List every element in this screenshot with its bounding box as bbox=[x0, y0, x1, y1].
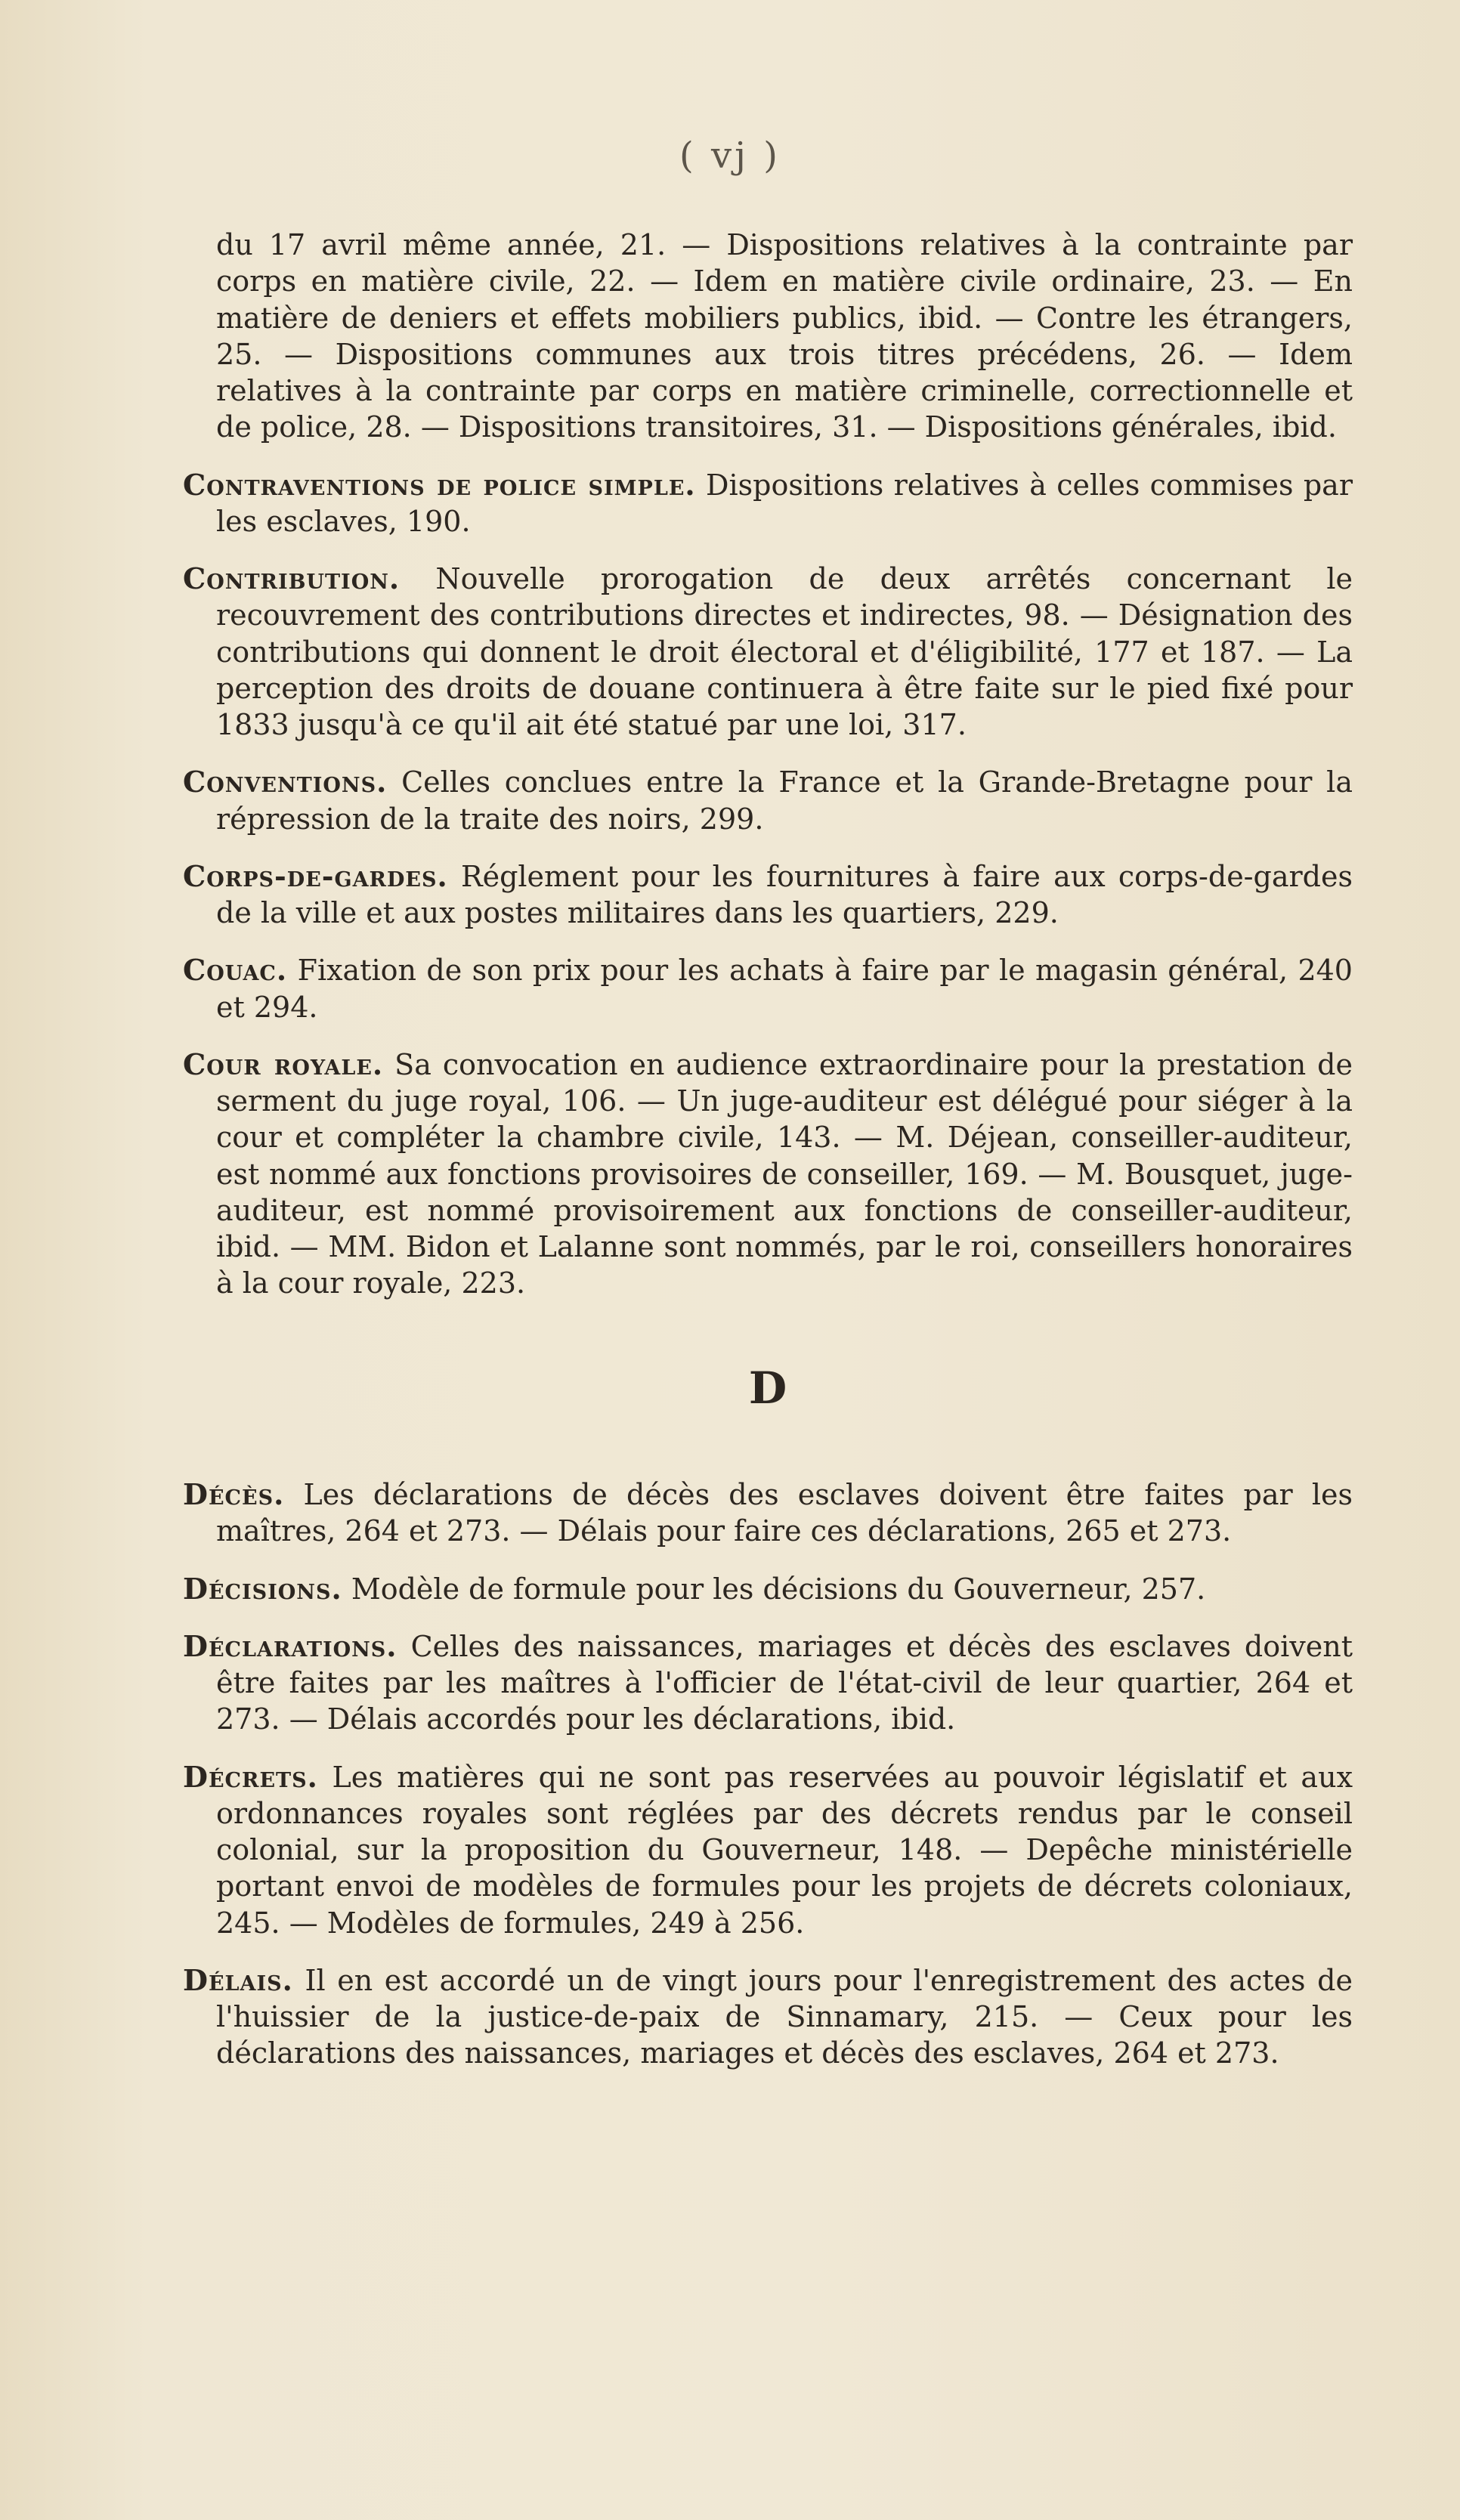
index-entry bbox=[183, 1628, 1353, 1738]
index-entry bbox=[183, 858, 1353, 932]
entry-headword: Contraventions de police simple. bbox=[183, 467, 696, 502]
entry-text: Dispositions relatives à celles commises par les esclaves, 190. bbox=[216, 468, 1353, 538]
index-entry bbox=[183, 1962, 1353, 2072]
continued-entry-text: du 17 avril même année, 21. — Dispositions relatives à la contrainte par corps en matière civile, 22. — Idem en matière civile ordinaire, 23. — En matière de deniers et effets mobiliers publics, ibid. — Contre les étrangers, 25. — Dispositions communes aux trois titres précédens, 26. — Idem relatives à la contrainte par corps en matière criminelle, correctionnelle et de police, 28. — Dispositions transitoires, 31. — Dispositions générales, ibid. bbox=[216, 228, 1353, 444]
index-entry bbox=[183, 1759, 1353, 1941]
entry-headword: Conventions. bbox=[183, 765, 388, 799]
entry-text: Sa convocation en audience extraordinaire pour la prestation de serment du juge royal, 106. — Un juge-auditeur est délégué pour siéger à la cour et compléter la chambre civile, 143. — M. Déjean, conseiller-auditeur, est nommé aux fonctions provisoires de conseiller, 169. — M. Bousquet, juge-auditeur, est nommé provisoirement aux fonctions de conseiller-auditeur, ibid. — MM. Bidon et Lalanne sont nommés, par le roi, conseillers honoraires à la cour royale, 223. bbox=[216, 1047, 1353, 1300]
entry-text: Les déclarations de décès des esclaves doivent être faites par les maîtres, 264 et 273. — Délais pour faire ces déclarations, 265 et 273. bbox=[216, 1478, 1353, 1548]
index-entry bbox=[183, 764, 1353, 837]
entry-text: Réglement pour les fournitures à faire aux corps-de-gardes de la ville et aux postes militaires dans les quartiers, 229. bbox=[216, 859, 1353, 929]
entries-letter-c bbox=[183, 467, 1353, 1302]
index-entry bbox=[183, 1047, 1353, 1302]
index-entry bbox=[183, 561, 1353, 743]
entry-headword: Couac. bbox=[183, 953, 288, 988]
entry-text: Nouvelle prorogation de deux arrêtés concernant le recouvrement des contributions directes et indirectes, 98. — Désignation des contributions qui donnent le droit électoral et d'éligibilité, 177 et 187. — La perception des droits de douane continuera à être faite sur le pied fixé pour 1833 jusqu'à ce qu'il ait été statué par une loi, 317. bbox=[216, 562, 1353, 741]
entry-text: Fixation de son prix pour les achats à faire par le magasin général, 240 et 294. bbox=[216, 954, 1353, 1024]
entry-text: Celles conclues entre la France et la Grande-Bretagne pour la répression de la traite des noirs, 299. bbox=[216, 765, 1353, 836]
entry-text: Il en est accordé un de vingt jours pour l'enregistrement des actes de l'huissier de la justice-de-paix de Sinnamary, 215. — Ceux pour les déclarations des naissances, mariages et décès des esclaves, 264 et 273. bbox=[216, 1963, 1353, 2070]
index-entry bbox=[183, 1571, 1353, 1607]
entry-headword: Décisions. bbox=[183, 1571, 342, 1606]
index-content bbox=[183, 198, 1353, 2093]
entry-text: Les matières qui ne sont pas reservées au pouvoir législatif et aux ordonnances royales sont réglées par des décrets rendus par le conseil colonial, sur la proposition du Gouverneur, 148. — Depêche ministérielle portant envoi de modèles de formules pour les projets de décrets coloniaux, 245. — Modèles de formules, 249 à 256. bbox=[216, 1760, 1353, 1940]
entry-headword: Décès. bbox=[183, 1477, 285, 1512]
entry-text: Celles des naissances, mariages et décès des esclaves doivent être faites par les maîtres à l'officier de l'état-civil de leur quartier, 264 et 273. — Délais accordés pour les déclarations, ibid. bbox=[216, 1629, 1353, 1736]
section-letter-heading: D bbox=[748, 1362, 787, 1414]
entry-headword: Déclarations. bbox=[183, 1628, 397, 1663]
index-entry bbox=[183, 952, 1353, 1025]
index-entry bbox=[183, 467, 1353, 540]
entry-headword: Contribution. bbox=[183, 561, 401, 595]
entry-headword: Corps-de-gardes. bbox=[183, 858, 448, 893]
entry-headword: Délais. bbox=[183, 1962, 293, 1997]
entry-text: Modèle de formule pour les décisions du Gouverneur, 257. bbox=[351, 1572, 1206, 1606]
entry-headword: Décrets. bbox=[183, 1759, 318, 1794]
page-number-header: ( vj ) bbox=[679, 135, 781, 177]
entries-letter-d bbox=[183, 1476, 1353, 2072]
index-entry bbox=[183, 1476, 1353, 1550]
entry-headword: Cour royale. bbox=[183, 1047, 384, 1081]
